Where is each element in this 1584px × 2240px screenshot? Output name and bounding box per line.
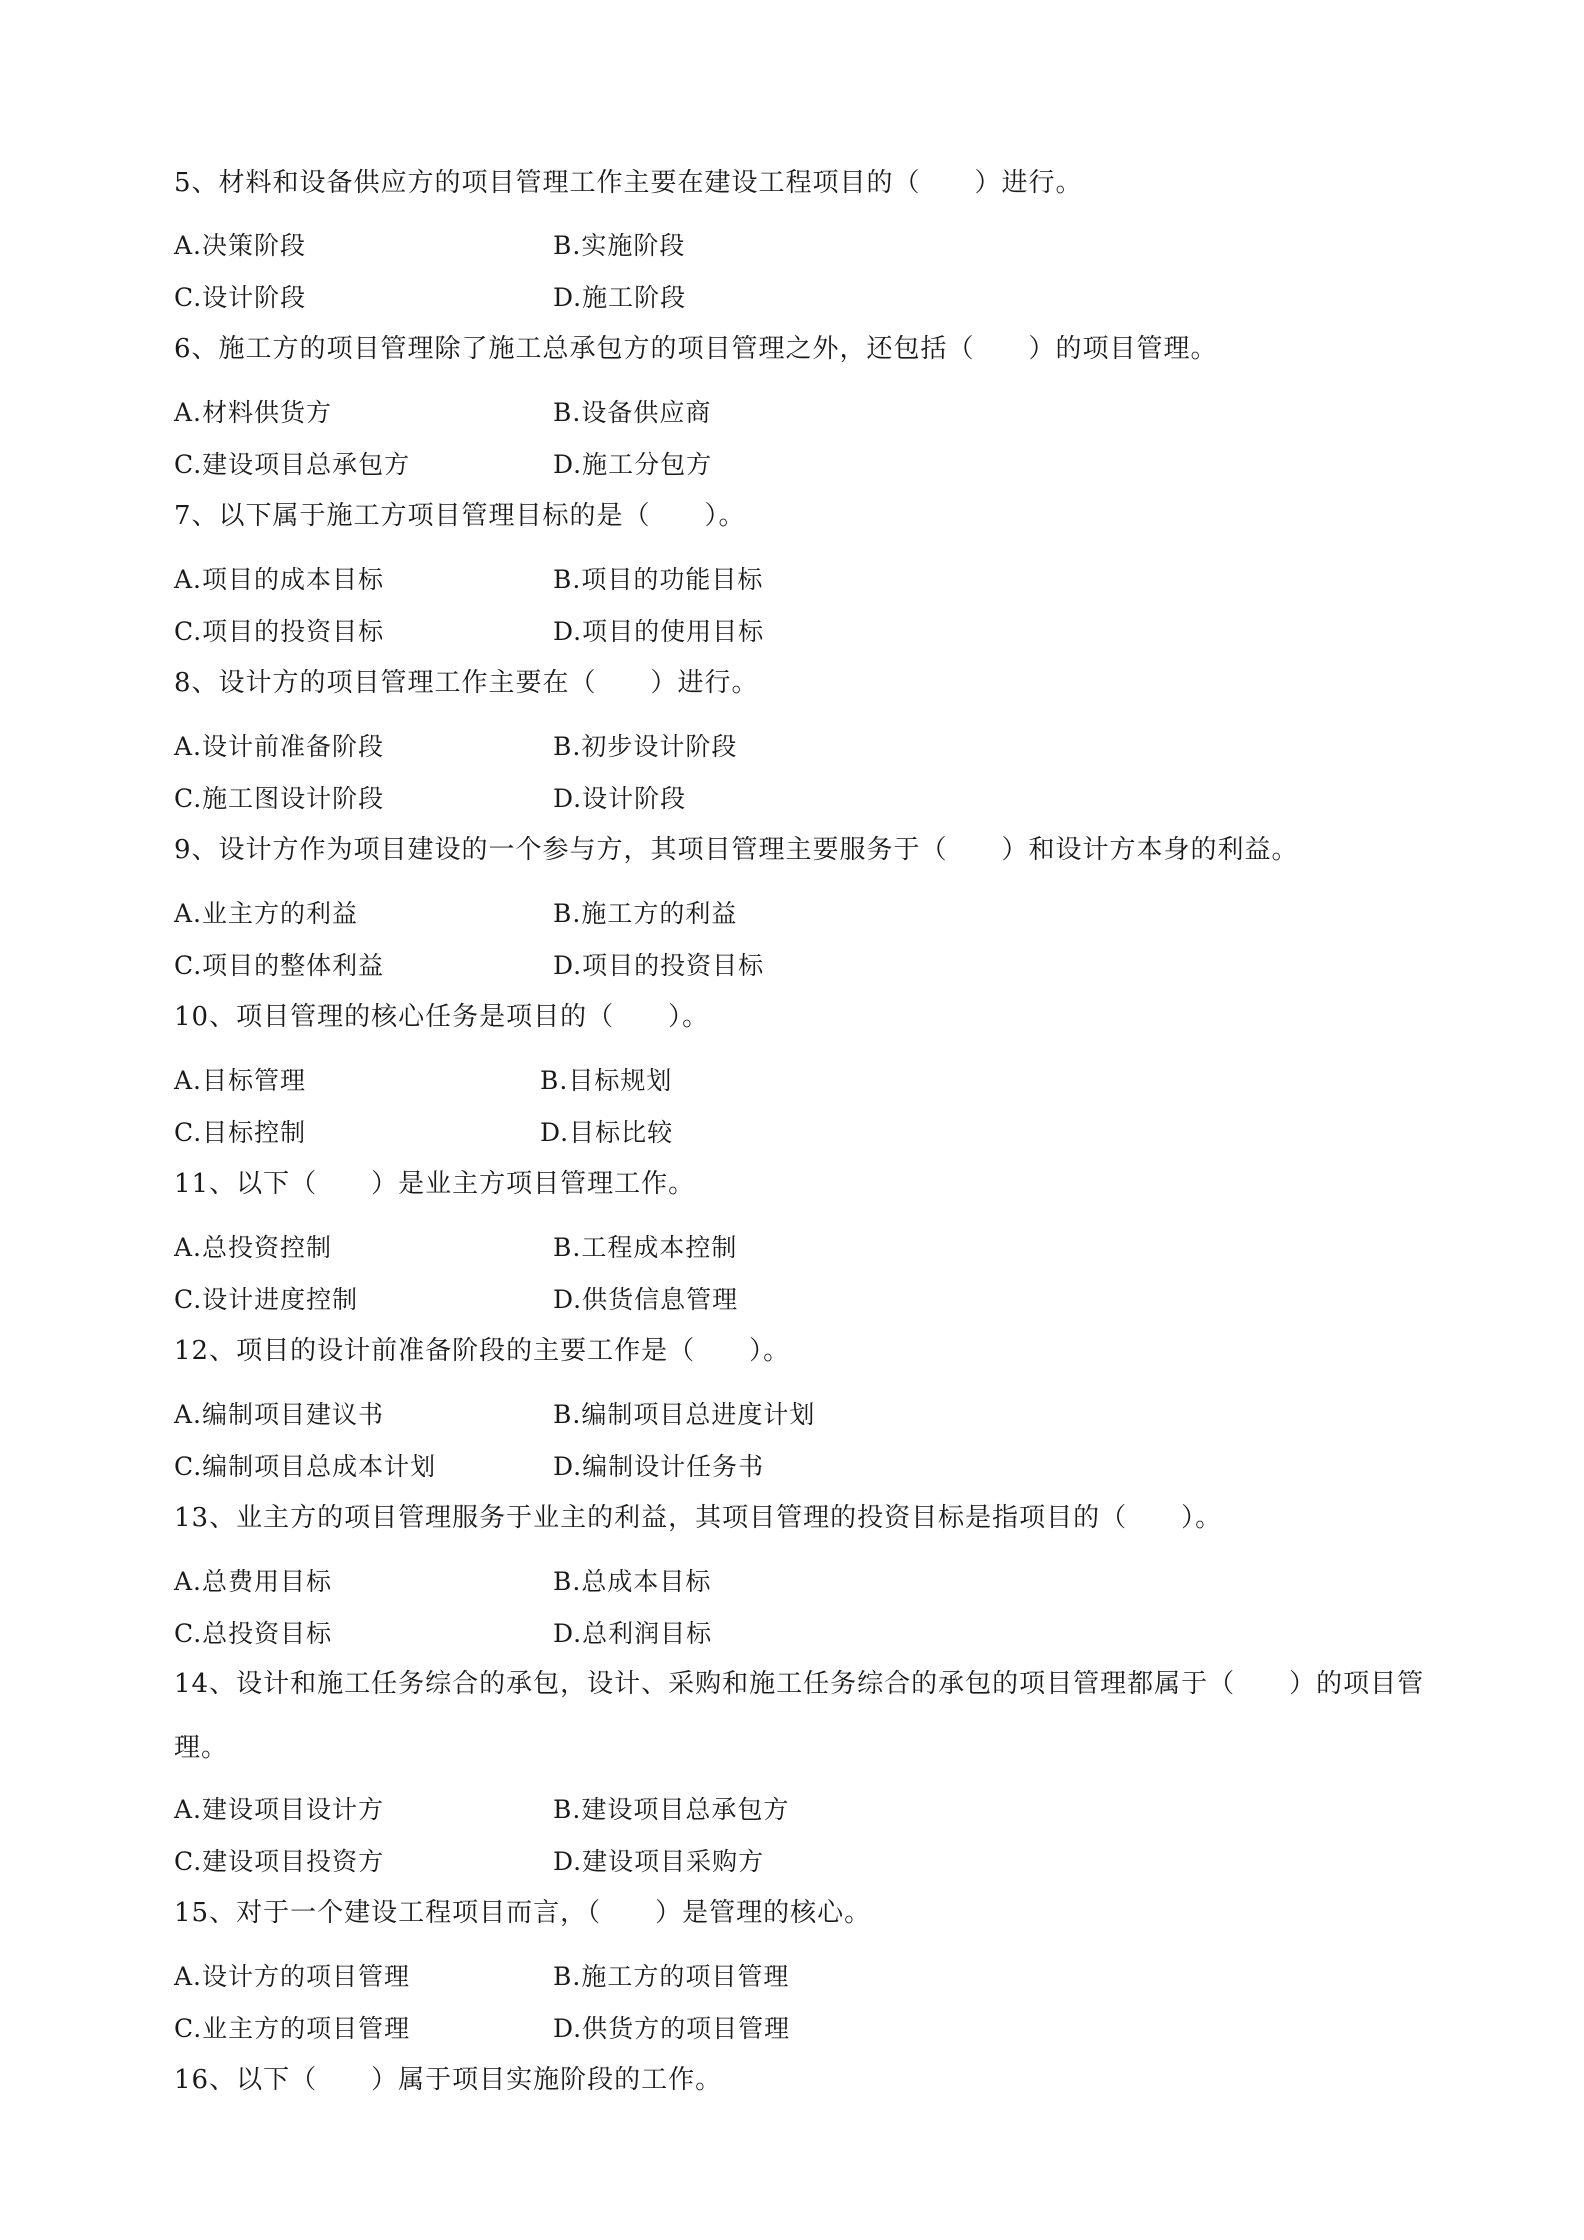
option-6-a: A.材料供货方 (174, 398, 333, 427)
option-9-c: C.项目的整体利益 (174, 951, 385, 980)
option-6-b: B.设备供应商 (553, 398, 712, 427)
option-7-a: A.项目的成本目标 (174, 565, 385, 594)
option-14-d: D.建设项目采购方 (553, 1847, 765, 1876)
question-stem-13: 13、业主方的项目管理服务于业主的利益，其项目管理的投资目标是指项目的（ ）。 (174, 1503, 1223, 1533)
option-12-b: B.编制项目总进度计划 (553, 1400, 816, 1429)
option-11-d: D.供货信息管理 (553, 1285, 739, 1314)
option-13-d: D.总利润目标 (553, 1619, 713, 1648)
option-9-b: B.施工方的利益 (553, 899, 738, 928)
option-11-b: B.工程成本控制 (553, 1233, 738, 1262)
question-stem-5: 5、材料和设备供应方的项目管理工作主要在建设工程项目的（ ）进行。 (174, 168, 1083, 198)
option-15-b: B.施工方的项目管理 (553, 1962, 790, 1991)
option-5-d: D.施工阶段 (553, 283, 687, 312)
question-stem-8: 8、设计方的项目管理工作主要在（ ）进行。 (174, 668, 759, 698)
option-8-c: C.施工图设计阶段 (174, 784, 385, 813)
option-15-c: C.业主方的项目管理 (174, 2014, 411, 2043)
question-stem-7: 7、以下属于施工方项目管理目标的是（ ）。 (174, 501, 746, 531)
option-8-a: A.设计前准备阶段 (174, 732, 385, 761)
option-13-b: B.总成本目标 (553, 1567, 712, 1596)
option-15-a: A.设计方的项目管理 (174, 1962, 411, 1991)
option-15-d: D.供货方的项目管理 (553, 2014, 791, 2043)
option-12-a: A.编制项目建议书 (174, 1400, 385, 1429)
option-8-d: D.设计阶段 (553, 784, 687, 813)
question-stem-16: 16、以下（ ）属于项目实施阶段的工作。 (174, 2065, 723, 2095)
option-9-d: D.项目的投资目标 (553, 951, 765, 980)
question-stem-6: 6、施工方的项目管理除了施工总承包方的项目管理之外，还包括（ ）的项目管理。 (174, 334, 1218, 364)
option-9-a: A.业主方的利益 (174, 899, 359, 928)
option-10-d: D.目标比较 (540, 1118, 674, 1147)
option-7-b: B.项目的功能目标 (553, 565, 764, 594)
option-10-a: A.目标管理 (174, 1066, 307, 1095)
option-5-c: C.设计阶段 (174, 283, 307, 312)
option-12-c: C.编制项目总成本计划 (174, 1452, 437, 1481)
option-5-a: A.决策阶段 (174, 231, 307, 260)
option-14-c: C.建设项目投资方 (174, 1847, 385, 1876)
option-7-c: C.项目的投资目标 (174, 617, 385, 646)
question-stem-9: 9、设计方作为项目建设的一个参与方，其项目管理主要服务于（ ）和设计方本身的利益。 (174, 835, 1299, 865)
option-8-b: B.初步设计阶段 (553, 732, 738, 761)
option-12-d: D.编制设计任务书 (553, 1452, 765, 1481)
option-6-d: D.施工分包方 (553, 450, 713, 479)
option-13-a: A.总费用目标 (174, 1567, 333, 1596)
option-6-c: C.建设项目总承包方 (174, 450, 411, 479)
option-11-a: A.总投资控制 (174, 1233, 333, 1262)
option-11-c: C.设计进度控制 (174, 1285, 359, 1314)
question-stem-15: 15、对于一个建设工程项目而言，（ ）是管理的核心。 (174, 1898, 872, 1928)
question-stem-11: 11、以下（ ）是业主方项目管理工作。 (174, 1169, 696, 1199)
option-5-b: B.实施阶段 (553, 231, 686, 260)
question-stem-14: 14、设计和施工任务综合的承包，设计、采购和施工任务综合的承包的项目管理都属于（ ）的项目管理。 (174, 1669, 1425, 1763)
question-stem-10: 10、项目管理的核心任务是项目的（ ）。 (174, 1002, 710, 1032)
option-10-b: B.目标规划 (540, 1066, 673, 1095)
option-14-a: A.建设项目设计方 (174, 1795, 385, 1824)
option-7-d: D.项目的使用目标 (553, 617, 765, 646)
question-stem-12: 12、项目的设计前准备阶段的主要工作是（ ）。 (174, 1336, 791, 1366)
option-14-b: B.建设项目总承包方 (553, 1795, 790, 1824)
option-10-c: C.目标控制 (174, 1118, 307, 1147)
option-13-c: C.总投资目标 (174, 1619, 333, 1648)
